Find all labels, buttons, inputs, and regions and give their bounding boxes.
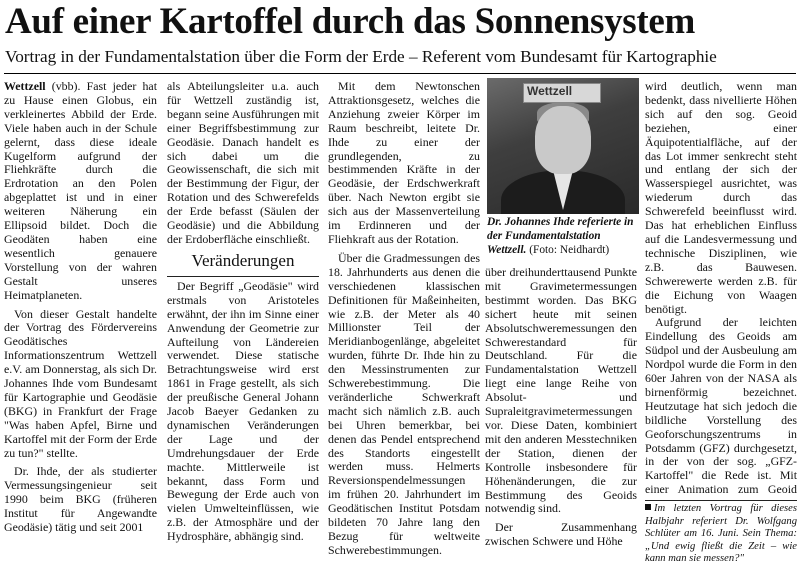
- photo-caption: [487, 216, 639, 257]
- section-heading: Veränderungen: [167, 251, 319, 277]
- paragraph: Aufgrund der leichten Eindellung des Geoids am Südpol und der Ausbeulung am Nordpol wurde die Form in den 60er Jahren von der NASA als birnenförmig bezeichnet. Heutzutage hat sich jedoch die bildliche Vorstellung des Geoforschungszentrums in Potsdamm (GFZ) durchgesetzt, in der von der sog. „GFZ-Kartoffel" die Rede ist. Mit einer Animation zum Geoid: [645, 315, 797, 497]
- paragraph: wird deutlich, wenn man bedenkt, dass nivellierte Höhen sich auf den sog. Geoid beziehen, einer Äquipotentialfläche, auf der das Lot immer senkrecht steht und entlang der sich der Wasserspiegel ausrichtet, was wiederum durch das Schwerefeld beeinflusst wird. Das hat erheblichen Einfluss auf die Landesvermessung und technische Disziplinen, wie z.B. das Bauwesen. Schwerewerte werden z.B. für die Eichung von Waagen benötigt.: [645, 80, 797, 316]
- column-5: [645, 80, 797, 498]
- divider: [4, 73, 796, 74]
- paragraph-text: (vbb). Fast jeder hat zu Hause einen Globus, ein verkleinertes Abbild der Erde. Viele haben auch in der Schule gelernt, dass diese ideale Kugelform aufgrund der Fliehkräfte durch die Erdrotation an den Polen abgeplattet ist und in einer weiteren Näherung ein Ellipsoid bildet. Doch die Geodäten haben eine wesentlich genauere Vorstellung von der wahren Gestalt unseres Heimatplaneten.: [4, 80, 157, 302]
- column-4: [485, 266, 637, 558]
- paragraph: Der Zusammenhang zwischen Schwere und Höhe: [485, 520, 637, 549]
- column-1: [4, 80, 157, 558]
- paragraph: Über die Gradmessungen des 18. Jahrhunderts aus denen die verschiedenen klassischen Definitionen für Maßeinheiten, wie z.B. der Meter als 40 Millionster Teil der Meridianbogenlänge, abgeleitet wurden, führte Dr. Ihde hin zu den Messinstrumenten zur Schwerebestimmung. Die veränderliche Schwerkraft macht sich nämlich z.B. auch bei Uhren bemerkbar, bei denen das Pendel entsprechend des Standorts eingestellt werden muss. Helmerts Reversionspendelmessungen im frühen 20. Jahrhundert im Geodätischen Institut Potsdam bildeten 70 Jahre lang den Bezug für weltweite Schwerebestimmungen.: [328, 250, 480, 557]
- paragraph: Von dieser Gestalt handelte der Vortrag des Fördervereins Geodätisches Informationszentrum Wettzell e.V. am Donnerstag, als sich Dr. Johannes Ihde vom Bundesamt für Kartographie und Geodäsie (BKG) in Frankfurt der Frage "Was haben Apfel, Birne und Kartoffel mit der Form der Erde zu tun?" stellte.: [4, 306, 157, 460]
- paragraph: als Abteilungsleiter u.a. auch für Wettzell zuständig ist, begann seine Ausführungen mit einer Begriffsbestimmung zur Geodäsie. Danach handelt es sich dabei um die Geowissenschaft, die sich mit der Bestimmung der Figur, der Rotation und des Schwerefelds der Erde befasst (Säulen der Geodäsie) und die Abbildung der Erdoberfläche einschließt.: [167, 80, 319, 246]
- paragraph: Der Begriff „Geodäsie" wird erstmals von Aristoteles erwähnt, der ihn im Sinne einer Anwendung der Geometrie zur Aufteilung von Ländereien verwendet. Diese statische Betrachtungsweise wird erst 1861 in Frage gestellt, als sich der preußische General Johann Jacob Baeyer Gedanken zu dynamischen Veränderungen der Lage und der Umdrehungsdauer der Erde machte. Mittlerweile ist bekannt, dass Form und Bewegung der Erde auch von vielen Umwelteinflüssen, wie z.B. der Atmosphäre und der Hydrosphäre, abhängig sind.: [167, 278, 319, 544]
- subheadline: Vortrag in der Fundamentalstation über die Form der Erde – Referent vom Bundesamt für Kartographie: [5, 47, 717, 66]
- paragraph: Mit dem Newtonschen Attraktionsgesetz, welches die Anziehung zweier Körper im Raum beschreibt, leitete Dr. Ihde zu einer der grundlegenden, zu bestimmenden Kräfte in der Geodäsie, der Erdschwerkraft über. Nach Newton ergibt sie sich aus der Massenverteilung im Erdinneren und der Fliehkraft aus der Rotation.: [328, 80, 480, 246]
- paragraph: Dr. Ihde, der als studierter Vermessungsingenieur seit 1990 beim BKG (früheren Institut für Angewandte Geodäsie) tätig und seit 2001: [4, 464, 157, 535]
- square-bullet-icon: [645, 504, 651, 510]
- headline: Auf einer Kartoffel durch das Sonnensystem: [5, 1, 696, 42]
- portrait-photo: [487, 78, 639, 214]
- sign-text: Wettzell: [527, 84, 573, 98]
- paragraph: [4, 80, 157, 303]
- note-text: Im letzten Vortrag für dieses Halbjahr referiert Dr. Wolfgang Schlüter am 16. Juni. Sein Thema: „Und ewig fließt die Zeit – wie kann man sie messen?": [645, 503, 797, 565]
- dateline: Wettzell: [4, 80, 46, 93]
- caption-text: Dr. Johannes Ihde referierte in der Fundamentalstation Wettzell.: [487, 216, 634, 256]
- event-note: [645, 500, 797, 566]
- paragraph: über dreihunderttausend Punkte mit Gravimetermessungen bestimmt worden. Das BKG sichert heute mit seinen Absolutschweremessungen den Schwerestandard für Deutschland. Für die Fundamentalstation Wettzell liegt eine lange Reihe von Absolut- und Supraleitgravimetermessungen vor. Diese Daten, kombiniert mit den anderen Messtechniken der Station, dienen der Kontrolle insbesondere für Höhenänderungen, die zur Bestimmung des Geoids notwendig sind.: [485, 266, 637, 516]
- column-3: [328, 80, 480, 558]
- column-2: [167, 80, 319, 558]
- photo-credit: (Foto: Neidhardt): [526, 243, 610, 256]
